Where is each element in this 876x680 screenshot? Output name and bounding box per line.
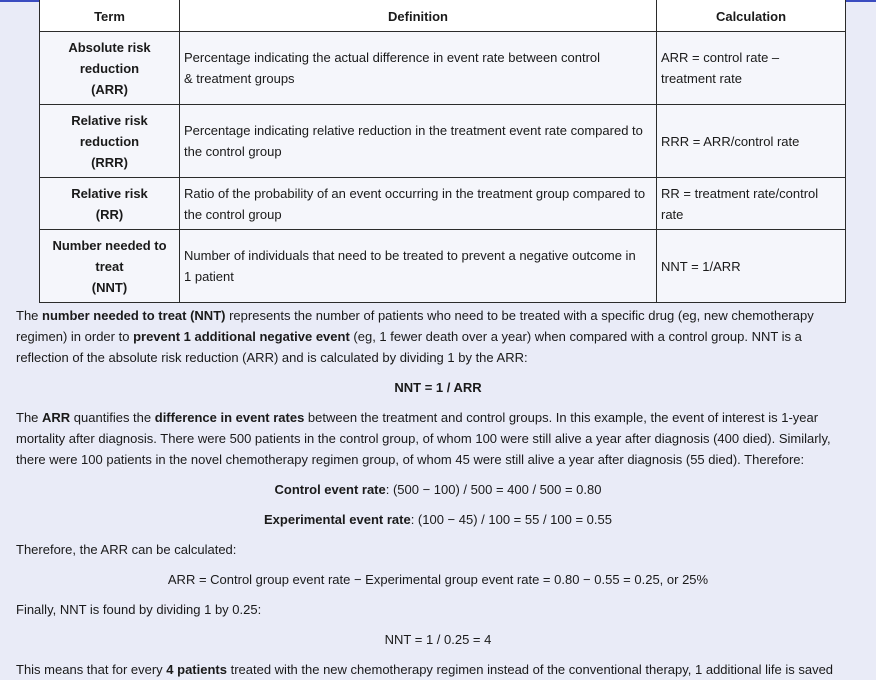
rate-value: : (100 − 45) / 100 = 55 / 100 = 0.55 [410,512,612,527]
term-cell [40,230,180,303]
term-line: (RR) [95,206,124,222]
nnt-result-formula: NNT = 1 / 0.25 = 4 [384,632,492,647]
header-definition: Definition [180,0,657,32]
arr-intro-text: Therefore, the ARR can be calculated: [16,542,237,557]
calculation-line: RR = treatment rate/control [661,185,819,201]
calculation-line: treatment rate [661,71,742,86]
definition-cell [180,178,657,230]
text-run: quantifies the [70,410,155,425]
risk-terms-table [39,0,846,303]
rate-value: : (500 − 100) / 500 = 400 / 500 = 0.80 [385,482,602,497]
bold-term: number needed to treat (NNT) [42,308,226,323]
text-run: This means that for every [16,662,167,677]
term-line: Relative risk [71,112,148,128]
arr-formula: ARR = Control group event rate − Experimental group event rate = 0.80 − 0.55 = 0.25, or 25% [167,572,709,587]
term-cell [40,178,180,230]
text-run: The [16,308,43,323]
calculation-line: RRR = ARR/control rate [661,133,800,149]
definition-cell [180,230,657,303]
control-event-rate [0,479,876,500]
table-row [40,105,846,178]
term-line: reduction [79,133,140,149]
bold-term: difference in event rates [154,410,305,425]
bold-term: prevent 1 additional negative event [133,329,350,344]
definition-line: the control group [184,206,282,222]
calculation-line: rate [661,206,684,222]
calculation-cell [657,105,846,178]
definition-line: 1 patient [184,269,234,284]
table-row [40,178,846,230]
term-line: (NNT) [91,279,128,295]
text-run: treated with the new chemotherapy regimen instead of the conventional therapy, 1 additional life is saved [226,662,834,677]
definition-cell [180,105,657,178]
term-line: Absolute risk [68,39,151,55]
calculation-line: ARR = control rate – [661,50,780,65]
table-row [40,230,846,303]
table-header-row [40,0,846,32]
term-cell [40,32,180,105]
bold-term: 4 patients [166,662,227,677]
header-calculation: Calculation [657,0,846,32]
definition-line: Number of individuals that need to be treated to prevent a negative outcome in [184,248,636,263]
text-run: represents the number of patients who need to be treated with a specific drug (eg, new chemotherapy regimen) in order to [16,308,814,344]
experimental-event-rate [0,509,876,530]
header-term: Term [40,0,180,32]
nnt-intro-text: Finally, NNT is found by dividing 1 by 0.25: [16,602,262,617]
term-line: Number needed to [52,237,167,253]
rate-label: Experimental event rate [264,512,411,527]
definition-line: the control group [184,144,282,159]
table-row [40,32,846,105]
formula-text: NNT = 1 / ARR [394,380,482,395]
definition-line: & treatment groups [184,71,295,86]
term-line: reduction [79,60,140,76]
definition-cell [180,32,657,105]
term-line: Relative risk [71,185,148,201]
calculation-cell [657,32,846,105]
term-cell [40,105,180,178]
definition-line: Ratio of the probability of an event occurring in the treatment group compared to [184,185,646,201]
text-run: The [16,410,43,425]
rate-label: Control event rate [274,482,386,497]
term-line: (ARR) [91,81,128,97]
calculation-cell [657,178,846,230]
definition-line: Percentage indicating relative reduction in the treatment event rate compared to [184,123,643,138]
nnt-explanation-paragraph [16,305,856,368]
bold-term: ARR [42,410,71,425]
definition-line: Percentage indicating the actual difference in event rate between control [184,50,601,65]
term-line: treat [95,258,124,274]
text-run: (eg, 1 fewer death over a year) when compared with a control group. NNT is a reflection of the absolute risk reduction (ARR) and is calculated by dividing 1 by the ARR: [16,329,802,365]
term-line: (RRR) [91,154,128,170]
arr-explanation-paragraph [16,407,856,470]
nnt-formula [0,377,876,398]
calculation-cell [657,230,846,303]
text-run: between the treatment and control groups. In this example, the event of interest is 1-year mortality after diagnosis. There were 500 patients in the control group, of whom 100 were still alive a year after diagnosis (400 died). Similarly, there were 100 patients in the novel chemotherapy regimen group, of whom 45 were still alive a year after diagnosis (55 died). Therefore: [16,410,831,467]
calculation-line: NNT = 1/ARR [661,258,741,274]
